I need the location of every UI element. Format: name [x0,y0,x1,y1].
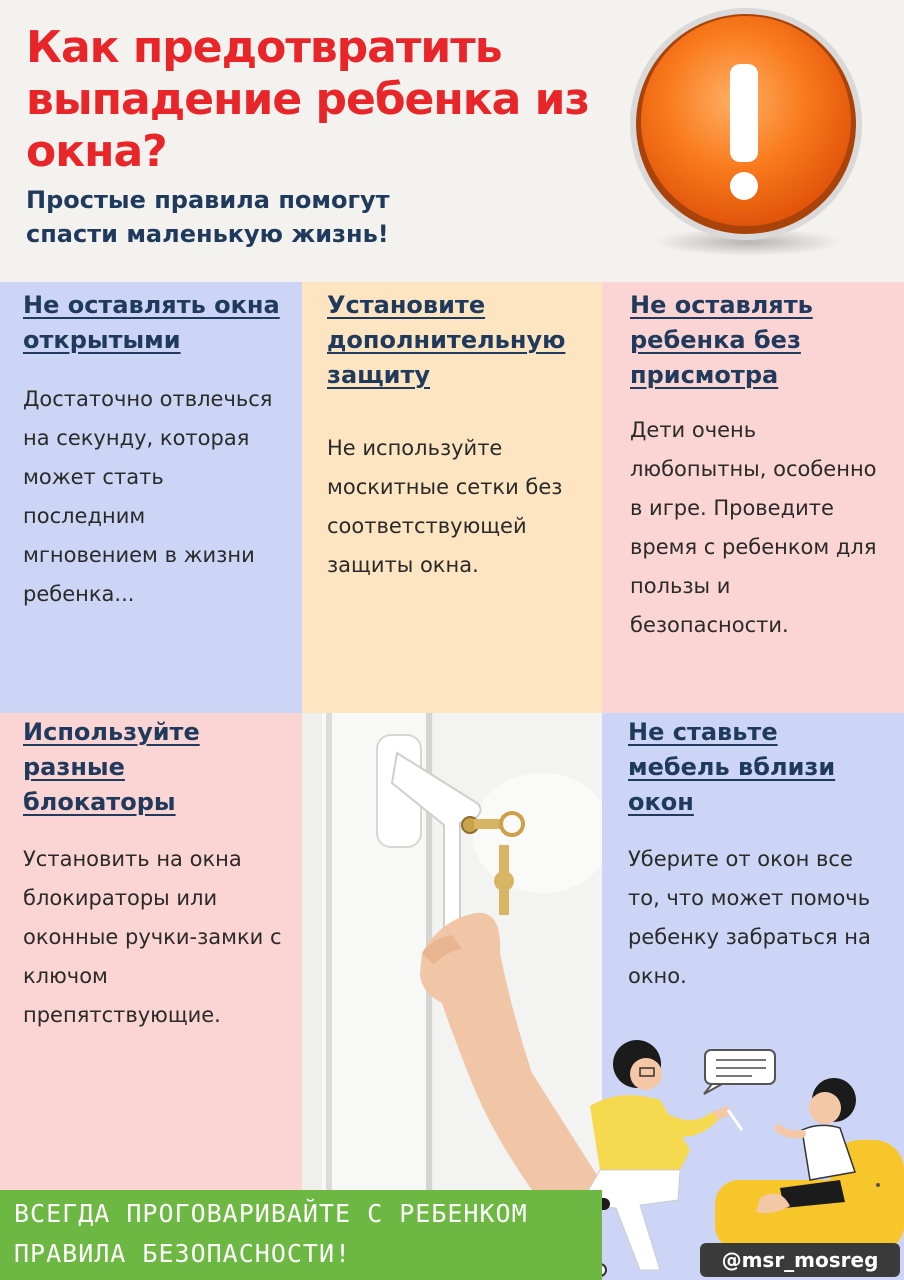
page-subtitle: Простые правила помогут спасти маленькую жизнь! [26,186,390,248]
tip-heading: Не оставлять окна открытыми [23,291,280,354]
tip-card-supervision [602,282,904,713]
tip-text: Уберите от окон все то, что может помочь ребенку забраться на окно. [628,847,871,988]
social-handle: @msr_mosreg [700,1243,900,1277]
tip-text: Достаточно отвлечься на секунду, которая может стать последним мгновением в жизни ребенка... [23,387,273,606]
banner-text: ВСЕГДА ПРОГОВАРИВАЙТЕ С РЕБЕНКОМ ПРАВИЛА БЕЗОПАСНОСТИ! [14,1199,528,1268]
tip-heading: Установите дополнительную защиту [327,291,566,389]
tip-card-windows-open [0,282,302,713]
exclamation-icon [625,6,871,258]
tip-text: Не используйте москитные сетки без соответствующей защиты окна. [327,436,563,577]
tip-heading: Не оставлять ребенка без присмотра [630,291,813,389]
tip-text: Установить на окна блокираторы или оконные ручки-замки с ключом препятствующие. [23,847,282,1027]
tip-card-extra-protection [302,282,602,713]
page-title: Как предотвратить выпадение ребенка из окна? [26,22,590,177]
tip-card-blockers [0,713,302,1190]
tip-text: Дети очень любопытны, особенно в игре. Проведите время с ребенком для пользы и безопасности. [630,418,877,637]
safety-banner [0,1190,602,1280]
tip-heading: Используйте разные блокаторы [23,718,200,816]
header [0,0,904,282]
tip-heading: Не ставьте мебель вблизи окон [628,718,836,816]
